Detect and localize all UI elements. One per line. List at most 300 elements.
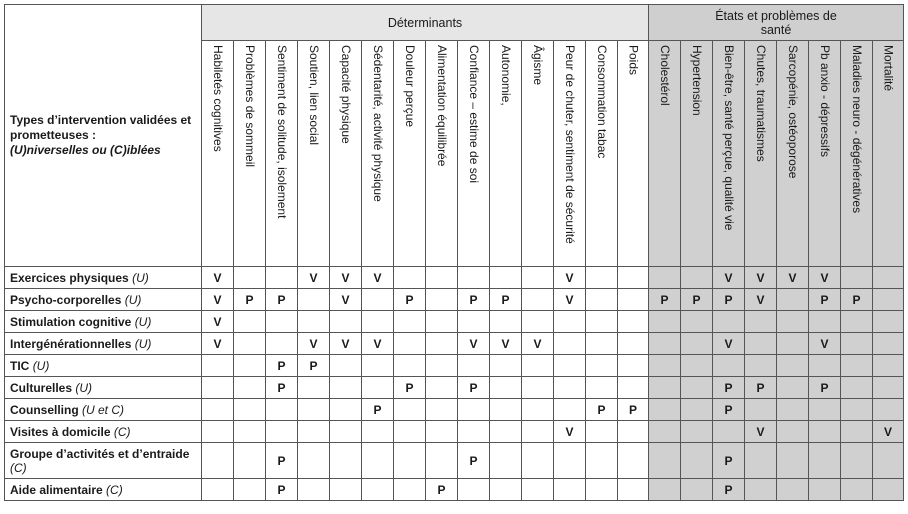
table-cell: P [713, 399, 745, 421]
table-cell [426, 377, 458, 399]
table-cell [522, 355, 554, 377]
table-cell [554, 479, 586, 501]
table-cell [394, 479, 426, 501]
column-header-determinant [586, 41, 618, 267]
table-cell [298, 399, 330, 421]
table-cell: V [809, 333, 841, 355]
table-cell [426, 333, 458, 355]
row-label-text: Groupe d’activités et d’entraide [10, 446, 190, 461]
table-cell: P [809, 377, 841, 399]
table-cell: V [202, 289, 234, 311]
row-label-type: (U) [75, 380, 93, 395]
table-cell [522, 443, 554, 479]
column-header-label: Autonomie, [499, 45, 513, 106]
column-header-label: Hypertension [690, 45, 704, 116]
table-cell [554, 377, 586, 399]
table-cell [809, 479, 841, 501]
row-label-type: (U) [124, 292, 142, 307]
table-cell [841, 355, 873, 377]
table-cell [234, 377, 266, 399]
row-label [5, 399, 202, 421]
table-cell [298, 443, 330, 479]
table-cell [649, 333, 681, 355]
table-cell [841, 377, 873, 399]
table-cell [681, 443, 713, 479]
column-header-sante [809, 41, 841, 267]
table-cell [330, 355, 362, 377]
table-cell [841, 311, 873, 333]
table-cell [394, 355, 426, 377]
table-cell [202, 421, 234, 443]
table-cell [649, 421, 681, 443]
table-cell: V [330, 289, 362, 311]
table-cell [522, 399, 554, 421]
table-cell [649, 311, 681, 333]
table-cell [522, 421, 554, 443]
row-label [5, 443, 202, 479]
table-cell [745, 333, 777, 355]
group-sante-label: États et problèmes de santé [715, 8, 837, 37]
column-header-determinant [266, 41, 298, 267]
row-label-type: (U) [134, 314, 152, 329]
table-cell [266, 333, 298, 355]
row-label [5, 333, 202, 355]
table-cell [777, 479, 809, 501]
table-cell [681, 421, 713, 443]
table-cell [234, 399, 266, 421]
table-cell [554, 311, 586, 333]
table-cell: P [266, 443, 298, 479]
column-header-sante [681, 41, 713, 267]
table-cell [649, 377, 681, 399]
table-cell [266, 399, 298, 421]
column-header-label: Sentiment de solitude, isolement [275, 45, 289, 219]
table-row [5, 443, 904, 479]
table-cell [426, 289, 458, 311]
row-label-type: (U) [134, 336, 152, 351]
table-cell: V [330, 267, 362, 289]
table-cell: V [330, 333, 362, 355]
table-cell [713, 421, 745, 443]
table-cell [777, 421, 809, 443]
table-cell [330, 479, 362, 501]
column-header-label: Habiletés cognitives [211, 45, 225, 152]
table-cell [618, 443, 649, 479]
table-cell [586, 333, 618, 355]
column-header-sante [745, 41, 777, 267]
table-cell: V [490, 333, 522, 355]
table-cell [681, 355, 713, 377]
table-cell: V [202, 267, 234, 289]
table-cell: P [394, 289, 426, 311]
row-label-text: Culturelles [10, 380, 73, 395]
table-cell [873, 267, 904, 289]
table-cell: P [713, 443, 745, 479]
row-label-text: Stimulation cognitive [10, 314, 132, 329]
table-cell [234, 355, 266, 377]
table-cell [841, 399, 873, 421]
table-cell [490, 399, 522, 421]
table-cell [362, 421, 394, 443]
table-cell [458, 399, 490, 421]
column-header-determinant [458, 41, 490, 267]
table-row [5, 267, 904, 289]
table-cell [458, 355, 490, 377]
table-cell [426, 443, 458, 479]
table-cell [841, 443, 873, 479]
table-cell [490, 355, 522, 377]
table-cell [490, 479, 522, 501]
table-cell [394, 333, 426, 355]
column-header-label: Soutien, lien social [307, 45, 321, 146]
row-label [5, 311, 202, 333]
table-cell: P [586, 399, 618, 421]
table-cell [298, 289, 330, 311]
table-cell [202, 377, 234, 399]
table-cell [681, 399, 713, 421]
group-sante [649, 5, 904, 41]
table-cell [362, 377, 394, 399]
table-cell [841, 333, 873, 355]
table-cell: V [554, 267, 586, 289]
table-cell [522, 267, 554, 289]
table-cell: P [426, 479, 458, 501]
table-cell: P [458, 443, 490, 479]
table-cell [522, 479, 554, 501]
row-label-type: (C) [106, 482, 123, 497]
table-cell [873, 443, 904, 479]
table-cell [777, 333, 809, 355]
table-cell [841, 267, 873, 289]
column-header-label: Pb anxio - dépressifs [818, 45, 832, 158]
table-cell [522, 289, 554, 311]
column-header-label: Sédentarité, activité physique [371, 45, 385, 202]
table-cell [586, 311, 618, 333]
row-label [5, 355, 202, 377]
table-cell: P [362, 399, 394, 421]
table-cell [458, 479, 490, 501]
table-cell [234, 443, 266, 479]
column-header-determinant [234, 41, 266, 267]
table-cell [649, 443, 681, 479]
column-header-sante [649, 41, 681, 267]
row-label [5, 267, 202, 289]
table-row [5, 399, 904, 421]
table-cell [873, 333, 904, 355]
table-cell: V [873, 421, 904, 443]
table-cell: P [266, 479, 298, 501]
column-header-determinant [554, 41, 586, 267]
table-cell [777, 311, 809, 333]
table-cell: V [745, 421, 777, 443]
table-cell [777, 289, 809, 311]
table-cell [458, 311, 490, 333]
column-header-determinant [362, 41, 394, 267]
table-cell [298, 311, 330, 333]
table-cell: P [234, 289, 266, 311]
row-label-text: Visites à domicile [10, 424, 111, 439]
table-cell [426, 311, 458, 333]
table-cell [777, 443, 809, 479]
table-cell: V [298, 267, 330, 289]
column-header-label: Consommation tabac [595, 45, 609, 159]
table-cell [426, 267, 458, 289]
table-cell: V [554, 421, 586, 443]
row-label [5, 479, 202, 501]
table-cell [298, 421, 330, 443]
table-cell [458, 421, 490, 443]
table-cell: V [202, 333, 234, 355]
column-header-determinant [490, 41, 522, 267]
table-cell [809, 443, 841, 479]
table-cell [330, 311, 362, 333]
table-cell: V [458, 333, 490, 355]
table-cell [362, 479, 394, 501]
table-cell [202, 399, 234, 421]
table-cell [330, 377, 362, 399]
table-row [5, 377, 904, 399]
table-cell: P [713, 377, 745, 399]
table-cell: P [713, 289, 745, 311]
table-cell: P [266, 289, 298, 311]
table-cell [490, 311, 522, 333]
column-header-sante [841, 41, 873, 267]
column-header-label: Mortalité [881, 45, 896, 92]
table-cell [618, 333, 649, 355]
table-cell [554, 333, 586, 355]
table-cell [586, 377, 618, 399]
table-cell [649, 355, 681, 377]
table-cell [586, 443, 618, 479]
table-cell [330, 443, 362, 479]
table-cell [266, 267, 298, 289]
table-cell [777, 377, 809, 399]
column-header-label: Âgisme [531, 45, 545, 86]
table-cell [745, 399, 777, 421]
column-header-sante [777, 41, 809, 267]
table-cell [713, 355, 745, 377]
table-cell [745, 355, 777, 377]
table-cell [873, 377, 904, 399]
table-cell [873, 289, 904, 311]
table-cell [586, 355, 618, 377]
group-determinants: Déterminants [202, 5, 649, 41]
table-cell: P [266, 355, 298, 377]
column-header-label: Peur de chuter, sentiment de sécurité [563, 45, 577, 244]
table-cell [777, 355, 809, 377]
column-header-label: Problèmes de sommeil [243, 45, 257, 168]
table-cell: V [362, 333, 394, 355]
table-cell: V [554, 289, 586, 311]
table-cell: P [745, 377, 777, 399]
table-cell: V [777, 267, 809, 289]
table-cell [713, 311, 745, 333]
table-row [5, 479, 904, 501]
table-cell [490, 377, 522, 399]
table-row [5, 421, 904, 443]
table-cell: V [809, 267, 841, 289]
row-type-title: Types d’intervention validées et prometteuses : [10, 113, 192, 142]
column-header-label: Sarcopénie, ostéoporose [786, 45, 800, 179]
table-cell: P [713, 479, 745, 501]
table-cell: V [522, 333, 554, 355]
table-cell [618, 311, 649, 333]
table-cell [394, 311, 426, 333]
table-cell [202, 479, 234, 501]
table-row [5, 333, 904, 355]
column-header-label: Cholestérol [658, 45, 672, 106]
row-label-text: Aide alimentaire [10, 482, 103, 497]
table-cell [649, 479, 681, 501]
column-header-determinant [618, 41, 649, 267]
table-cell: P [681, 289, 713, 311]
table-cell [745, 479, 777, 501]
table-cell [490, 267, 522, 289]
table-body [5, 267, 904, 501]
table-cell [745, 443, 777, 479]
table-cell: P [298, 355, 330, 377]
table-cell [330, 421, 362, 443]
column-header-label: Bien-être, santé perçue, qualité vie [722, 45, 736, 231]
table-cell [873, 311, 904, 333]
table-cell: V [298, 333, 330, 355]
table-cell [362, 311, 394, 333]
table-cell [266, 421, 298, 443]
table-cell: V [362, 267, 394, 289]
table-cell [618, 377, 649, 399]
table-cell [586, 479, 618, 501]
table-cell: P [649, 289, 681, 311]
table-row [5, 289, 904, 311]
table-row [5, 311, 904, 333]
column-header-label: Alimentation équilibrée [435, 45, 449, 167]
table-cell [234, 333, 266, 355]
table-cell [841, 479, 873, 501]
table-cell: V [713, 267, 745, 289]
table-cell: P [809, 289, 841, 311]
table-cell [426, 421, 458, 443]
table-cell [202, 355, 234, 377]
row-label-type: (U et C) [82, 402, 125, 417]
row-label [5, 289, 202, 311]
column-header-label: Confiance – estime de soi [467, 45, 481, 184]
row-label-text: Counselling [10, 402, 79, 417]
table-cell: V [713, 333, 745, 355]
table-cell [394, 267, 426, 289]
table-cell: P [841, 289, 873, 311]
row-label-text: Exercices physiques [10, 270, 129, 285]
table-cell [234, 479, 266, 501]
table-cell [649, 399, 681, 421]
table-cell [298, 377, 330, 399]
table-row [5, 355, 904, 377]
row-label-text: Intergénérationnelles [10, 336, 132, 351]
column-header-label: Douleur perçue [403, 45, 417, 128]
table-cell [362, 289, 394, 311]
table-cell [394, 399, 426, 421]
table-cell [426, 355, 458, 377]
table-cell: P [458, 377, 490, 399]
column-header-determinant [298, 41, 330, 267]
table-cell [234, 311, 266, 333]
table-cell [394, 421, 426, 443]
row-type-header [5, 5, 202, 267]
table-cell [618, 421, 649, 443]
row-label-type: (U) [32, 358, 50, 373]
table-cell [522, 377, 554, 399]
table-cell [681, 267, 713, 289]
table-cell: V [202, 311, 234, 333]
interventions-table [4, 4, 904, 501]
table-cell [554, 443, 586, 479]
table-cell [394, 443, 426, 479]
table-cell [234, 267, 266, 289]
table-cell: P [394, 377, 426, 399]
row-label-type: (U) [132, 270, 149, 285]
column-header-label: Chutes, traumatismes [754, 45, 768, 162]
table-cell: V [745, 267, 777, 289]
row-type-subtitle: (U)niverselles ou (C)iblées [10, 143, 161, 157]
table-cell [586, 267, 618, 289]
table-cell [777, 399, 809, 421]
column-header-sante [713, 41, 745, 267]
table-cell [202, 443, 234, 479]
table-cell [330, 399, 362, 421]
column-header-determinant [330, 41, 362, 267]
column-header-determinant [394, 41, 426, 267]
table-cell [554, 399, 586, 421]
row-label [5, 421, 202, 443]
row-label-type: (C) [10, 460, 27, 475]
table-cell [618, 289, 649, 311]
table-cell [458, 267, 490, 289]
table-cell: V [745, 289, 777, 311]
table-cell [362, 443, 394, 479]
row-label [5, 377, 202, 399]
table-cell [362, 355, 394, 377]
table-cell [873, 355, 904, 377]
table-cell: P [490, 289, 522, 311]
table-cell [681, 333, 713, 355]
table-cell [522, 311, 554, 333]
table-cell [873, 479, 904, 501]
table-cell: P [266, 377, 298, 399]
table-cell [809, 311, 841, 333]
row-label-text: TIC [10, 358, 30, 373]
table-cell [490, 443, 522, 479]
table-cell [554, 355, 586, 377]
table-cell [681, 377, 713, 399]
table-cell [586, 289, 618, 311]
table-cell [841, 421, 873, 443]
table-cell [618, 355, 649, 377]
column-header-determinant [522, 41, 554, 267]
column-header-label: Maladies neuro - dégénératives [850, 45, 864, 214]
table-cell [586, 421, 618, 443]
table-cell [234, 421, 266, 443]
table-cell: P [618, 399, 649, 421]
table-cell [681, 479, 713, 501]
table-cell [681, 311, 713, 333]
table-cell [745, 311, 777, 333]
table-cell [873, 399, 904, 421]
table-cell [426, 399, 458, 421]
table-cell [490, 421, 522, 443]
table-cell [618, 267, 649, 289]
table-cell [298, 479, 330, 501]
column-header-determinant [202, 41, 234, 267]
table-cell [809, 399, 841, 421]
